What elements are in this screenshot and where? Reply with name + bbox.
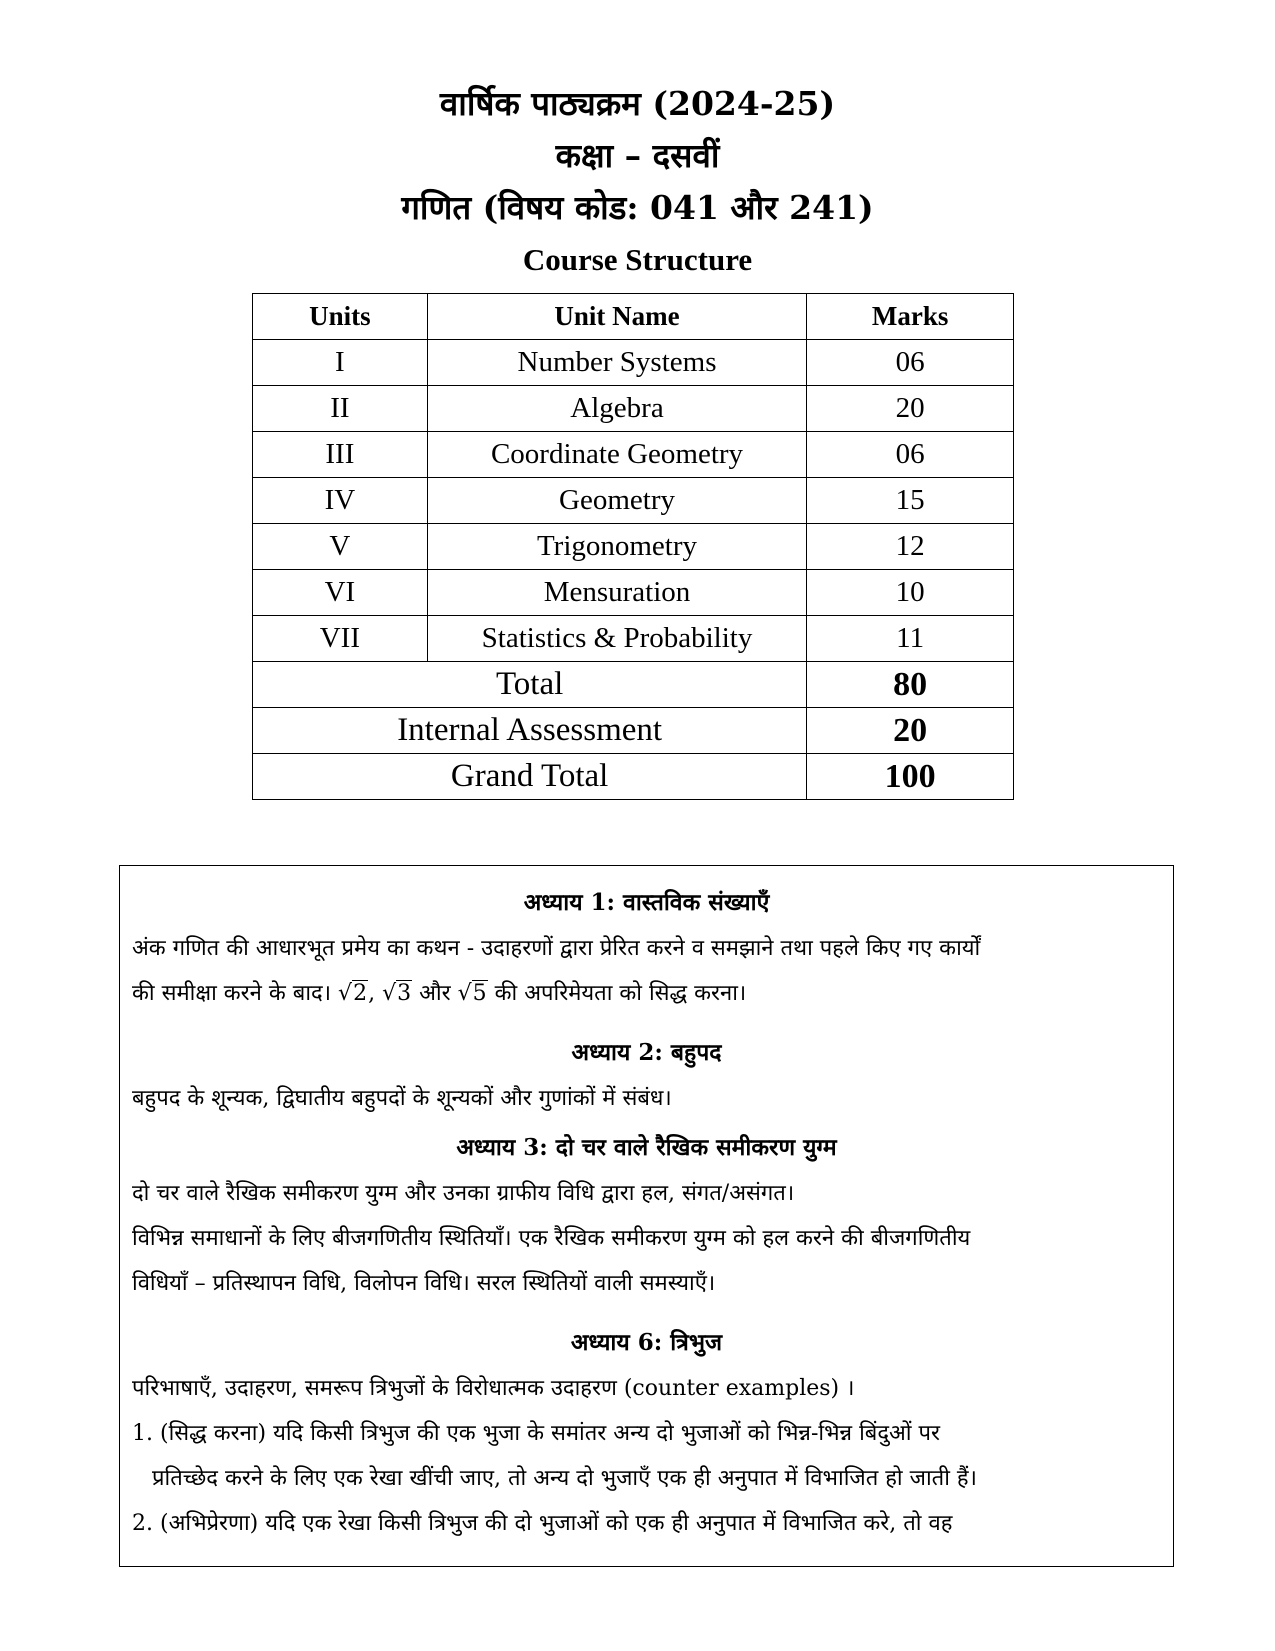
separator: , (368, 981, 376, 1006)
sqrt-symbol: √3 (382, 981, 412, 1006)
unit-cell: V (253, 524, 428, 570)
unit-cell: VI (253, 570, 428, 616)
chapter-1-line-suffix: की अपरिमेयता को सिद्ध करना। (494, 981, 747, 1006)
table-row (253, 478, 1014, 524)
table-row (253, 616, 1014, 662)
page-heading (0, 78, 1275, 286)
sqrt-radicand: 5 (472, 981, 487, 1006)
syllabus-title: वार्षिक पाठ्यक्रम (2024-25) (439, 84, 836, 123)
chapter-2-title: अध्याय 2: बहुपद (571, 1039, 722, 1066)
sqrt-symbol: √2 (338, 981, 368, 1006)
internal-assessment-row (253, 708, 1014, 754)
chapter-6-line: प्रतिच्छेद करने के लिए एक रेखा खींची जाए, तो अन्य दो भुजाएँ एक ही अनुपात में विभाजित हो जाती हैं। (152, 1466, 977, 1491)
subject-title: गणित (विषय कोड: 041 और 241) (401, 188, 874, 227)
table-row (253, 432, 1014, 478)
unit-name-cell: Number Systems (427, 340, 807, 386)
chapter-1-text (132, 926, 1161, 1016)
and-word: और (419, 981, 451, 1006)
chapter-content-box (119, 865, 1174, 1567)
table-row (253, 524, 1014, 570)
marks-cell: 15 (807, 478, 1014, 524)
unit-cell: IV (253, 478, 428, 524)
table-row (253, 386, 1014, 432)
unit-name-cell: Geometry (427, 478, 807, 524)
course-structure-table (252, 293, 1014, 800)
unit-name-cell: Mensuration (427, 570, 807, 616)
unit-name-cell: Trigonometry (427, 524, 807, 570)
chapter-3-title: अध्याय 3: दो चर वाले रैखिक समीकरण युग्म (456, 1134, 837, 1161)
marks-cell: 10 (807, 570, 1014, 616)
unit-name-cell: Algebra (427, 386, 807, 432)
sqrt-radicand: 3 (397, 981, 412, 1006)
chapter-3-line: विभिन्न समाधानों के लिए बीजगणितीय स्थितियाँ। एक रैखिक समीकरण युग्म को हल करने की बीजगणितीय (132, 1226, 971, 1251)
marks-cell: 12 (807, 524, 1014, 570)
marks-cell: 06 (807, 432, 1014, 478)
chapter-2-text (132, 1076, 1161, 1121)
chapter-1-line-prefix: की समीक्षा करने के बाद। (132, 981, 332, 1006)
chapter-6-line: 2. (अभिप्रेरणा) यदि एक रेखा किसी त्रिभुज की दो भुजाओं को एक ही अनुपात में विभाजित करे, तो वह (132, 1511, 953, 1536)
internal-assessment-label: Internal Assessment (253, 708, 807, 754)
table-row (253, 340, 1014, 386)
total-marks: 80 (807, 662, 1014, 708)
course-structure-title: Course Structure (522, 242, 753, 277)
unit-name-cell: Statistics & Probability (427, 616, 807, 662)
chapter-6-line: परिभाषाएँ, उदाहरण, समरूप त्रिभुजों के विरोधात्मक उदाहरण (counter examples) । (132, 1376, 855, 1401)
marks-cell: 20 (807, 386, 1014, 432)
total-row (253, 662, 1014, 708)
marks-cell: 06 (807, 340, 1014, 386)
unit-cell: I (253, 340, 428, 386)
header-marks: Marks (807, 294, 1014, 340)
chapter-6-line: 1. (सिद्ध करना) यदि किसी त्रिभुज की एक भुजा के समांतर अन्य दो भुजाओं को भिन्न-भिन्न बिंदुओं पर (132, 1421, 940, 1446)
chapter-3-line: दो चर वाले रैखिक समीकरण युग्म और उनका ग्राफीय विधि द्वारा हल, संगत/असंगत। (132, 1181, 795, 1206)
unit-cell: VII (253, 616, 428, 662)
chapter-2-line: बहुपद के शून्यक, द्विघातीय बहुपदों के शून्यकों और गुणांकों में संबंध। (132, 1086, 672, 1111)
grand-total-marks: 100 (807, 754, 1014, 800)
unit-name-cell: Coordinate Geometry (427, 432, 807, 478)
header-unit-name: Unit Name (427, 294, 807, 340)
sqrt-symbol: √5 (457, 981, 487, 1006)
chapter-1-title: अध्याय 1: वास्तविक संख्याएँ (523, 889, 770, 916)
unit-cell: II (253, 386, 428, 432)
unit-cell: III (253, 432, 428, 478)
marks-cell: 11 (807, 616, 1014, 662)
header-units: Units (253, 294, 428, 340)
chapter-1-line: अंक गणित की आधारभूत प्रमेय का कथन - उदाहरणों द्वारा प्रेरित करने व समझाने तथा पहले किए गए कार्यों (132, 936, 981, 961)
table-header-row (253, 294, 1014, 340)
sqrt-radicand: 2 (353, 981, 368, 1006)
internal-assessment-marks: 20 (807, 708, 1014, 754)
chapter-3-text (132, 1171, 1161, 1306)
grand-total-label: Grand Total (253, 754, 807, 800)
chapter-6-title: अध्याय 6: त्रिभुज (570, 1329, 723, 1356)
chapter-1-line (132, 971, 1161, 1016)
total-label: Total (253, 662, 807, 708)
grand-total-row (253, 754, 1014, 800)
chapter-6-text (132, 1366, 1161, 1546)
chapter-3-line: विधियाँ – प्रतिस्थापन विधि, विलोपन विधि। सरल स्थितियों वाली समस्याएँ। (132, 1271, 716, 1296)
class-title: कक्षा – दसवीं (555, 136, 720, 175)
table-row (253, 570, 1014, 616)
